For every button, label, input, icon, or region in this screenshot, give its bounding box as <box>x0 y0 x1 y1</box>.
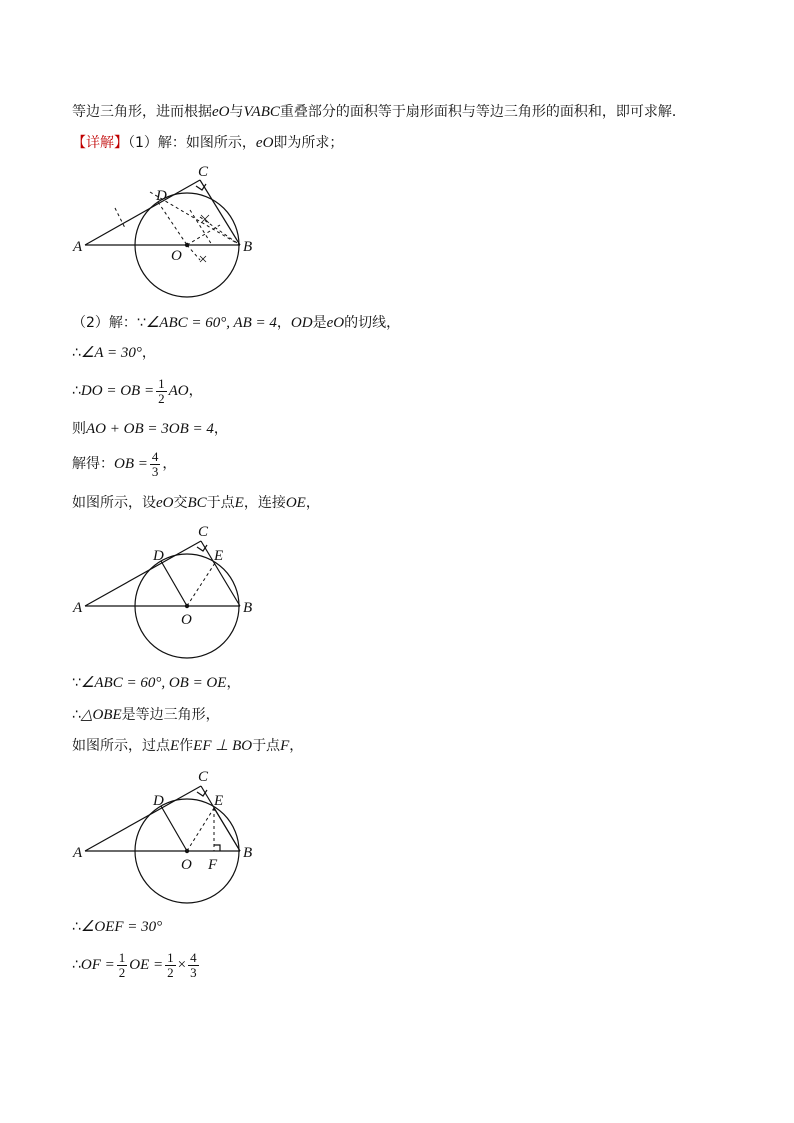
circle-symbol: eO <box>255 135 274 151</box>
comma: ， <box>226 675 241 691</box>
point-f: F <box>280 738 290 754</box>
step-set <box>72 493 320 513</box>
because-symbol: ∵ <box>72 675 81 691</box>
therefore-symbol: ∴ <box>72 919 81 935</box>
figure-2 <box>60 520 280 665</box>
angle-a-expr: ∠A = 30° <box>80 345 142 361</box>
figure-1 <box>60 160 280 305</box>
oe-segment: OE <box>285 495 306 511</box>
step-sum <box>72 419 228 439</box>
therefore-symbol: ∴ <box>72 707 81 723</box>
frac-num: 4 <box>151 448 159 464</box>
perp-expr: EF ⊥ BO <box>193 738 253 754</box>
comma: ， <box>162 456 177 472</box>
frac-num: 1 <box>118 949 126 965</box>
do-lhs: DO = OB = <box>80 383 155 399</box>
frac-den: 2 <box>118 964 126 980</box>
detail-part1: （1）解：如图所示， <box>128 135 256 151</box>
set-text-a: 如图所示，设 <box>72 495 156 511</box>
fig2-label-D: D <box>153 548 164 564</box>
part2-prefix: （2）解： <box>72 315 137 331</box>
comma: ， <box>305 495 320 511</box>
therefore-symbol: ∴ <box>72 345 81 361</box>
oef-expr: ∠OEF = 30° <box>80 919 163 935</box>
fraction-1 <box>117 951 128 980</box>
fig3-label-O: O <box>181 857 192 873</box>
fig2-label-E: E <box>214 548 224 564</box>
equal-expr: ∠ABC = 60°, OB = OE <box>80 675 227 691</box>
fig3-label-C: C <box>198 769 209 785</box>
perp-text-b: 作 <box>179 738 194 754</box>
solve-prefix: 解得： <box>72 456 114 472</box>
frac-num: 4 <box>190 949 197 965</box>
step-angle-a <box>72 343 156 363</box>
frac-den: 2 <box>158 390 165 406</box>
fig3-label-D: D <box>153 793 164 809</box>
point-e: E <box>170 738 180 754</box>
fraction-2 <box>165 951 176 980</box>
fig2-label-B: B <box>243 600 253 616</box>
times-symbol: × <box>177 957 187 973</box>
step-of <box>72 948 201 982</box>
fig2-label-A: A <box>73 600 83 616</box>
frac-den: 3 <box>190 964 197 980</box>
therefore-symbol: ∴ <box>72 957 81 973</box>
ao-term: AO <box>168 383 189 399</box>
fig1-label-B: B <box>243 239 253 255</box>
comma: ， <box>213 421 228 437</box>
step-do <box>72 374 203 408</box>
fig3-label-E: E <box>214 793 224 809</box>
oe-mid: OE = <box>129 957 164 973</box>
set-text-c: 于点 <box>206 495 235 511</box>
frac-den: 2 <box>167 964 174 980</box>
fig3-label-F: F <box>208 857 218 873</box>
fig1-label-O: O <box>171 248 182 264</box>
fig2-label-O: O <box>181 612 192 628</box>
given-condition: ∠ABC = 60°, AB = 4 <box>145 315 277 331</box>
od-segment: OD <box>290 315 313 331</box>
set-text-b: 交 <box>173 495 188 511</box>
step-solve <box>72 447 176 481</box>
perp-text-c: 于点 <box>252 738 281 754</box>
is-text: 是 <box>312 315 327 331</box>
fraction-four-thirds <box>150 450 161 479</box>
of-lhs: OF = <box>80 957 115 973</box>
fig1-label-C: C <box>198 164 209 180</box>
frac-num: 1 <box>167 949 174 965</box>
fraction-3 <box>188 951 199 980</box>
step-equilateral <box>72 705 220 725</box>
circle-symbol: eO <box>156 495 174 511</box>
fig2-label-C: C <box>198 524 209 540</box>
step-equal <box>72 673 240 693</box>
comma: ， <box>289 738 304 754</box>
intro-text-c: 重叠部分的面积等于扇形面积与等边三角形的面积和，即可求解． <box>279 104 686 120</box>
detail-line <box>72 133 343 153</box>
circle-symbol: eO <box>326 315 345 331</box>
fraction-one-half <box>156 377 167 406</box>
separator: ， <box>276 315 291 331</box>
because-symbol: ∵ <box>136 315 146 331</box>
comma: ， <box>188 383 203 399</box>
set-text-d: ，连接 <box>243 495 286 511</box>
intro-line <box>72 102 686 122</box>
perp-text-a: 如图所示，过点 <box>72 738 170 754</box>
intro-text-b: 与 <box>229 104 244 120</box>
triangle-obe: △OBE <box>80 707 122 723</box>
fig3-label-B: B <box>243 845 253 861</box>
intro-text-a: 等边三角形，进而根据 <box>72 104 212 120</box>
point-e: E <box>234 495 244 511</box>
detail-label: 【详解】 <box>72 135 128 151</box>
triangle-symbol: VABC <box>243 104 280 120</box>
detail-text: 即为所求； <box>273 135 344 151</box>
comma: ， <box>141 345 156 361</box>
part2-line <box>72 313 400 333</box>
tangent-text: 的切线， <box>344 315 401 331</box>
frac-den: 3 <box>151 463 159 479</box>
step-perp <box>72 736 303 756</box>
fig1-label-A: A <box>73 239 83 255</box>
therefore-symbol: ∴ <box>72 383 81 399</box>
then-text: 则 <box>72 421 86 437</box>
bc-segment: BC <box>187 495 207 511</box>
circle-symbol: eO <box>212 104 230 120</box>
figure-3 <box>60 765 280 910</box>
equilateral-text: 是等边三角形， <box>121 707 220 723</box>
ob-lhs: OB = <box>114 456 148 472</box>
frac-num: 1 <box>158 375 165 391</box>
fig3-label-A: A <box>73 845 83 861</box>
sum-expr: AO + OB = 3OB = 4 <box>86 421 214 437</box>
fig1-label-D: D <box>156 188 167 204</box>
step-oef <box>72 917 162 937</box>
